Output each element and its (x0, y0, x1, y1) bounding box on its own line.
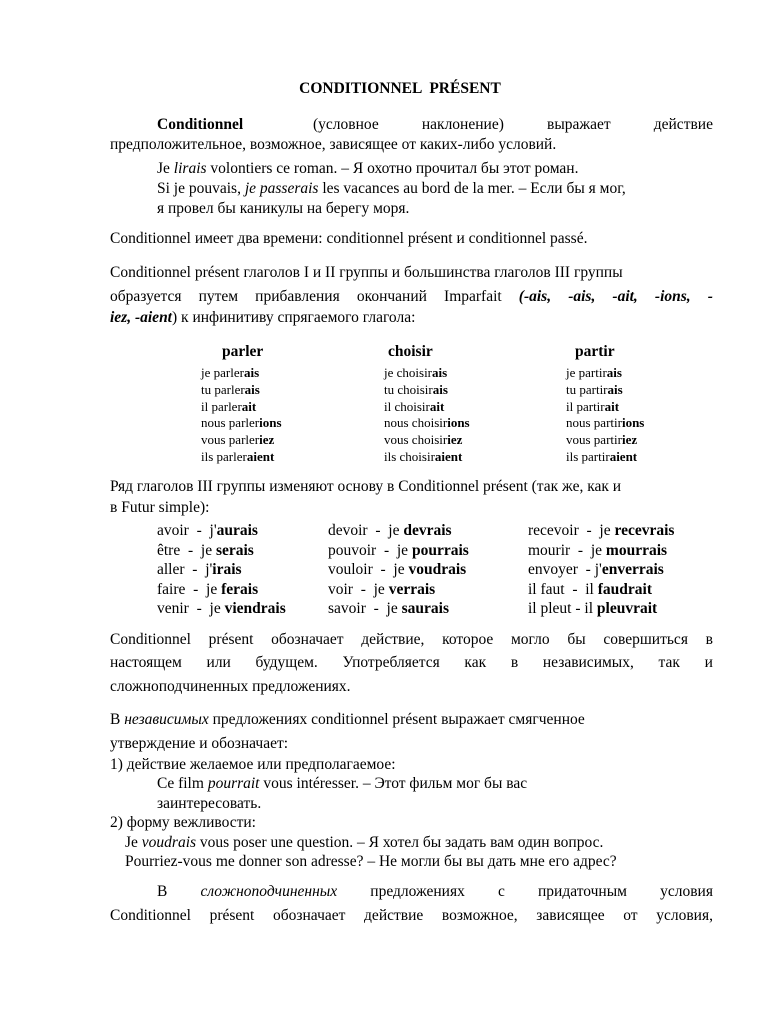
conj-form (201, 431, 274, 448)
conj-stem: je partir (566, 365, 607, 380)
example-text: Je (125, 834, 142, 851)
usage-line-3: сложноподчиненных предложениях. (110, 678, 351, 695)
conj-ending: ions (259, 415, 282, 431)
formation-word: Imparfait (444, 288, 502, 305)
formation-line-1: Conditionnel présent глаголов I и II группы и большинства глаголов III группы (110, 264, 623, 281)
irregular-form: enverrais (601, 561, 664, 578)
usage-word: Conditionnel (110, 631, 191, 648)
conj-stem: ils partir (566, 449, 610, 464)
conj-form (566, 431, 637, 448)
usage-word: бы (567, 631, 586, 648)
conj-header-choisir: choisir (388, 343, 433, 360)
intro-word: (условное (313, 116, 379, 133)
example-text: Je (157, 160, 174, 177)
independent-line-1 (110, 710, 585, 730)
irregular-verb (328, 521, 452, 541)
conj-ending: ais (607, 381, 623, 397)
ending: iez, -aient (110, 309, 172, 326)
tenses-paragraph: Conditionnel имеет два времени: conditionnel présent и conditionnel passé. (110, 230, 588, 247)
irregular-verb (157, 521, 258, 541)
irregular-form: ferais (221, 580, 259, 598)
conj-stem: ils parler (201, 449, 247, 464)
independent-term: независимых (124, 711, 209, 728)
usage-word: в (705, 631, 713, 648)
conj-form (384, 414, 470, 431)
intro-example-2 (157, 179, 626, 199)
irregular-infinitive: envoyer - j' (528, 561, 602, 578)
irregular-form: verrais (388, 580, 436, 598)
example-text: volontiers ce roman. – Я охотно прочитал бы этот роман. (206, 160, 579, 177)
irregular-verb (328, 560, 466, 580)
conj-stem: nous partir (566, 415, 622, 431)
intro-word: выражает (547, 116, 611, 133)
irregular-infinitive: pouvoir - je (328, 541, 412, 559)
usage-word: Употребляется (342, 654, 440, 671)
irregular-infinitive: mourir - je (528, 541, 606, 559)
point-2-example-2: Pourriez-vous me donner son adresse? – Не могли бы вы дать мне его адрес? (125, 853, 617, 870)
usage-word: действие, (361, 631, 425, 648)
conj-header-parler: parler (222, 343, 264, 360)
irregular-infinitive: vouloir - je (328, 561, 409, 578)
complex-word: обозначает (273, 907, 346, 924)
irregular-infinitive: savoir - je (328, 600, 402, 617)
conj-ending: iez (259, 432, 275, 448)
irregular-form: faudrait (597, 580, 652, 598)
irregular-intro-2: в Futur simple): (110, 499, 210, 516)
usage-word: будущем. (255, 654, 318, 671)
irregular-form: recevrais (614, 522, 675, 539)
conj-ending: ais (432, 365, 448, 380)
conj-form (384, 448, 462, 465)
independent-text: В (110, 711, 125, 728)
conj-ending: ais (244, 381, 260, 397)
usage-word: как (464, 654, 487, 671)
example-text: Ce film (157, 775, 208, 792)
conj-stem: nous choisir (384, 415, 448, 431)
irregular-infinitive: faire - je (157, 580, 222, 598)
irregular-form: mourrais (605, 541, 668, 559)
irregular-verb (328, 580, 435, 600)
usage-word: независимых, (542, 654, 634, 671)
point-2: 2) форму вежливости: (110, 814, 256, 831)
irregular-form: pleuvrait (596, 600, 658, 617)
irregular-verb (157, 580, 258, 600)
conj-form (566, 381, 623, 398)
usage-word: обозначает (271, 631, 344, 648)
conj-form (201, 381, 260, 398)
complex-word: с (497, 883, 505, 900)
conj-stem: il choisir (384, 398, 430, 414)
conj-stem: vous choisir (384, 432, 448, 448)
complex-word: возможное, (441, 907, 518, 924)
conj-stem: ils choisir (384, 449, 435, 464)
formation-word: путем (198, 288, 239, 305)
complex-word: условия (660, 883, 713, 900)
example-text: Si je pouvais, (157, 180, 245, 197)
irregular-form: aurais (216, 522, 258, 539)
complex-word: зависящее (536, 907, 605, 924)
conj-ending: ait (604, 398, 620, 414)
usage-line-2 (110, 653, 713, 673)
irregular-verb (157, 541, 254, 561)
irregular-infinitive: aller - j' (157, 561, 213, 578)
usage-line-1 (110, 630, 713, 650)
conj-stem: je choisir (384, 365, 433, 380)
complex-word: предложениях (370, 883, 465, 900)
conj-form (384, 364, 447, 381)
irregular-form: viendrais (224, 600, 286, 617)
point-1-example-cont: заинтересовать. (157, 795, 262, 812)
conj-stem: tu parler (201, 381, 245, 397)
irregular-verb (528, 521, 674, 541)
conj-ending: ions (447, 415, 470, 431)
usage-word: могло (511, 631, 550, 648)
irregular-infinitive: il faut - il (528, 580, 598, 598)
conj-ending: aient (434, 449, 463, 464)
intro-term (157, 115, 243, 135)
irregular-verb (157, 560, 242, 580)
example-text: les vacances au bord de la mer. – Если бы я мог, (318, 180, 626, 197)
complex-line-2 (110, 906, 713, 926)
irregular-intro-1: Ряд глаголов III группы изменяют основу в Conditionnel présent (так же, как и (110, 478, 622, 495)
complex-word: Conditionnel (110, 907, 191, 924)
irregular-verb (157, 599, 286, 619)
complex-word: présent (209, 907, 255, 924)
irregular-form: saurais (401, 600, 449, 617)
complex-word: придаточным (538, 883, 627, 900)
independent-line-2: утверждение и обозначает: (110, 735, 289, 752)
conj-form (566, 398, 619, 415)
complex-line-1 (157, 882, 713, 902)
intro-line-1 (313, 115, 713, 135)
irregular-infinitive: recevoir - je (528, 522, 615, 539)
conj-header-partir: partir (575, 343, 615, 360)
usage-word: совершиться (603, 631, 688, 648)
irregular-verb (528, 560, 664, 580)
conj-form (566, 364, 622, 381)
complex-word: условия, (656, 907, 713, 924)
ending: (-ais, (518, 288, 552, 305)
conj-ending: ait (429, 398, 445, 414)
irregular-infinitive: devoir - je (328, 522, 404, 539)
formation-line-2 (110, 287, 713, 307)
conj-form (201, 448, 274, 465)
conj-form (566, 414, 644, 431)
intro-word: действие (653, 116, 713, 133)
usage-word: так (658, 654, 680, 671)
page-title: CONDITIONNEL PRÉSENT (299, 80, 501, 97)
conj-ending: ais (243, 365, 260, 380)
usage-word: которое (442, 631, 494, 648)
complex-word: от (623, 907, 638, 924)
conj-form (384, 398, 444, 415)
usage-word: настоящем (110, 654, 182, 671)
formation-word: окончаний (356, 288, 427, 305)
conj-stem: je parler (201, 365, 244, 380)
ending: -ais, (568, 288, 596, 305)
complex-word: действие (364, 907, 424, 924)
conj-ending: aient (246, 449, 275, 464)
conj-form (201, 364, 259, 381)
example-verb: pourrait (207, 775, 260, 792)
irregular-infinitive: venir - je (157, 600, 225, 617)
irregular-verb (528, 599, 657, 619)
conj-form (201, 398, 256, 415)
ending: -ions, (654, 288, 691, 305)
conj-ending: ions (621, 415, 645, 431)
formation-text: ) к инфинитиву спрягаемого глагола: (172, 309, 416, 326)
conj-ending: aient (609, 449, 638, 464)
usage-word: présent (208, 631, 254, 648)
irregular-verb (528, 541, 667, 561)
intro-term-label: Conditionnel (157, 116, 244, 133)
conj-stem: vous parler (201, 432, 260, 448)
formation-line-3 (110, 308, 415, 328)
independent-text: предложениях conditionnel présent выражает смягченное (208, 711, 585, 728)
irregular-infinitive: voir - je (328, 580, 389, 598)
complex-word: В (157, 883, 168, 900)
usage-word: в (510, 654, 519, 671)
example-text: vous intéresser. – Этот фильм мог бы вас (259, 775, 528, 792)
example-text: vous poser une question. – Я хотел бы задать вам один вопрос. (196, 834, 604, 851)
conj-form (201, 414, 282, 431)
formation-word: образуется (110, 288, 182, 305)
conj-form (384, 431, 462, 448)
ending: -ait, (612, 288, 638, 305)
conj-stem: vous partir (566, 432, 622, 448)
usage-word: и (704, 654, 713, 671)
irregular-verb (528, 580, 652, 600)
intro-line-2: предположительное, возможное, зависящее от каких-либо условий. (110, 136, 557, 153)
irregular-form: pourrais (411, 541, 469, 559)
irregular-verb (328, 541, 469, 561)
irregular-verb (328, 599, 449, 619)
intro-example-1 (157, 159, 578, 179)
example-verb: voudrais (141, 834, 197, 851)
irregular-form: voudrais (408, 561, 467, 578)
example-verb: lirais (173, 160, 207, 177)
irregular-form: serais (215, 541, 254, 559)
formation-word: прибавления (255, 288, 340, 305)
irregular-infinitive: être - je (157, 541, 216, 559)
conj-form (384, 381, 448, 398)
conj-stem: tu choisir (384, 381, 433, 397)
irregular-form: irais (212, 561, 242, 578)
conj-form (566, 448, 637, 465)
conj-ending: ait (241, 398, 257, 414)
intro-word: наклонение) (421, 116, 504, 133)
point-1-example (157, 774, 527, 794)
conj-stem: nous parler (201, 415, 260, 431)
conj-stem: il partir (566, 398, 605, 414)
irregular-form: devrais (403, 522, 452, 539)
point-2-example-1 (125, 833, 603, 853)
complex-term: сложноподчиненных (200, 883, 338, 900)
conj-ending: ais (606, 365, 622, 380)
conj-stem: il parler (201, 398, 242, 414)
conj-stem: tu partir (566, 381, 608, 397)
conj-ending: ais (432, 381, 448, 397)
irregular-infinitive: il pleut - il (528, 600, 597, 617)
example-verb: je passerais (244, 180, 319, 197)
ending: - (707, 288, 713, 305)
usage-word: или (206, 654, 231, 671)
conj-ending: iez (621, 432, 638, 448)
intro-example-2-cont: я провел бы каникулы на берегу моря. (157, 200, 410, 217)
irregular-infinitive: avoir - j' (157, 522, 217, 539)
conj-ending: iez (447, 432, 463, 448)
point-1: 1) действие желаемое или предполагаемое: (110, 756, 396, 773)
